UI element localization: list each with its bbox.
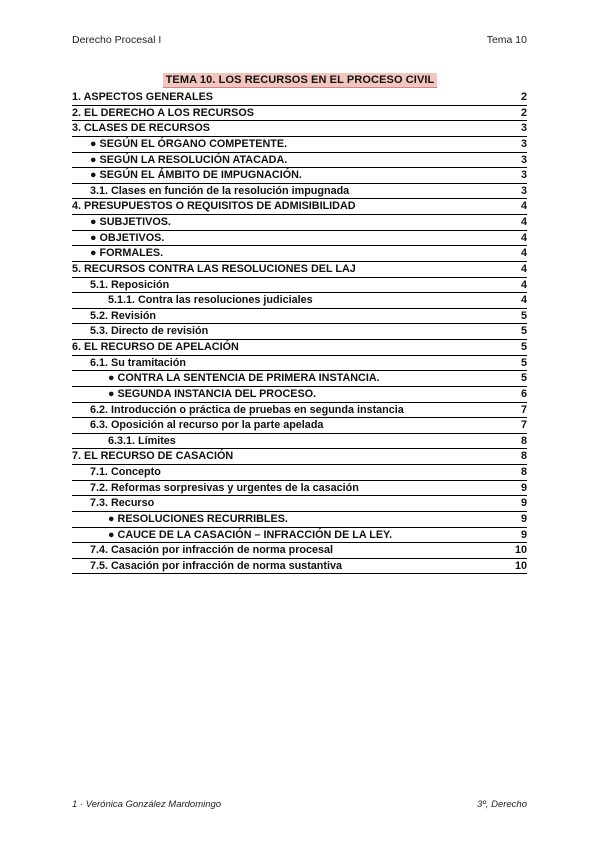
toc-entry-label bbox=[108, 387, 316, 403]
table-of-contents bbox=[72, 90, 527, 574]
bullet-icon: ● bbox=[108, 512, 115, 525]
bullet-icon: ● bbox=[108, 372, 115, 385]
bullet-icon: ● bbox=[108, 528, 115, 541]
toc-entry[interactable] bbox=[72, 246, 527, 262]
toc-entry[interactable] bbox=[72, 262, 527, 278]
toc-entry-page: 3 bbox=[520, 153, 527, 166]
toc-entry[interactable] bbox=[72, 418, 527, 434]
toc-entry-label bbox=[108, 293, 313, 309]
page-header bbox=[72, 34, 527, 50]
bullet-icon: ● bbox=[108, 387, 115, 400]
footer-course: 3º, Derecho bbox=[477, 799, 527, 810]
toc-entry[interactable] bbox=[72, 403, 527, 419]
toc-entry[interactable] bbox=[72, 121, 527, 137]
toc-entry-text: 5.2. Revisión bbox=[90, 309, 157, 322]
toc-entry-label bbox=[90, 465, 161, 481]
toc-entry-page: 7 bbox=[520, 403, 527, 416]
toc-entry-text: 6.3.1. Límites bbox=[108, 434, 176, 447]
toc-entry-label bbox=[90, 231, 164, 247]
toc-entry-label bbox=[90, 559, 342, 575]
toc-entry-text: FORMALES. bbox=[99, 247, 164, 260]
bullet-icon: ● bbox=[90, 247, 97, 260]
toc-entry-page: 4 bbox=[520, 231, 527, 244]
toc-entry[interactable] bbox=[72, 215, 527, 231]
toc-entry-text: CAUCE DE LA CASACIÓN – INFRACCIÓN DE LA LEY. bbox=[117, 528, 393, 541]
toc-entry-text: 1. ASPECTOS GENERALES bbox=[72, 91, 213, 103]
toc-entry[interactable] bbox=[72, 387, 527, 403]
bullet-icon: ● bbox=[90, 137, 97, 150]
toc-entry-page: 5 bbox=[520, 309, 527, 322]
page-footer bbox=[72, 799, 527, 815]
toc-entry-page: 4 bbox=[520, 278, 527, 291]
toc-entry-text: 5. RECURSOS CONTRA LAS RESOLUCIONES DEL LAJ bbox=[72, 262, 356, 275]
toc-entry-page: 5 bbox=[520, 325, 527, 338]
toc-entry[interactable] bbox=[72, 434, 527, 450]
toc-entry-page: 2 bbox=[520, 106, 527, 119]
toc-entry-text: 7. EL RECURSO DE CASACIÓN bbox=[72, 450, 234, 463]
toc-entry-page: 5 bbox=[520, 341, 527, 353]
toc-entry-label bbox=[90, 153, 287, 169]
toc-entry[interactable] bbox=[72, 153, 527, 169]
toc-entry[interactable] bbox=[72, 465, 527, 481]
toc-entry[interactable] bbox=[72, 340, 527, 356]
toc-entry[interactable] bbox=[72, 528, 527, 544]
header-subject: Derecho Procesal I bbox=[72, 34, 162, 46]
toc-entry[interactable] bbox=[72, 168, 527, 184]
toc-entry-label bbox=[72, 199, 356, 215]
toc-entry[interactable] bbox=[72, 184, 527, 200]
toc-entry-page: 8 bbox=[520, 434, 527, 447]
toc-entry[interactable] bbox=[72, 293, 527, 309]
toc-entry-text: 5.1. Reposición bbox=[90, 278, 170, 291]
document-title: TEMA 10. LOS RECURSOS EN EL PROCESO CIVIL bbox=[163, 73, 438, 88]
toc-entry-label bbox=[90, 403, 404, 419]
toc-entry-page: 10 bbox=[514, 544, 527, 557]
toc-entry-text: 5.1.1. Contra las resoluciones judiciales bbox=[108, 294, 313, 307]
bullet-icon: ● bbox=[90, 169, 97, 182]
toc-entry-label bbox=[108, 371, 380, 387]
toc-entry[interactable] bbox=[72, 106, 527, 122]
toc-entry-page: 5 bbox=[520, 356, 527, 369]
toc-entry-text: 7.1. Concepto bbox=[90, 466, 161, 478]
toc-entry-label bbox=[90, 215, 171, 231]
toc-entry[interactable] bbox=[72, 543, 527, 559]
toc-entry-label bbox=[108, 512, 288, 528]
toc-entry-page: 8 bbox=[520, 450, 527, 463]
toc-entry-page: 4 bbox=[520, 216, 527, 228]
toc-entry-label bbox=[72, 340, 239, 356]
toc-entry[interactable] bbox=[72, 278, 527, 294]
header-topic: Tema 10 bbox=[486, 34, 527, 46]
toc-entry-text: SEGÚN EL ÓRGANO COMPETENTE. bbox=[99, 137, 288, 150]
toc-entry-text: 4. PRESUPUESTOS O REQUISITOS DE ADMISIBILIDAD bbox=[72, 200, 356, 213]
toc-entry-page: 3 bbox=[520, 169, 527, 182]
toc-entry-label bbox=[90, 496, 154, 512]
toc-entry-page: 9 bbox=[520, 512, 527, 525]
toc-entry-text: RESOLUCIONES RECURRIBLES. bbox=[117, 512, 288, 525]
toc-entry-text: SEGUNDA INSTANCIA DEL PROCESO. bbox=[117, 387, 317, 400]
toc-entry[interactable] bbox=[72, 309, 527, 325]
toc-entry-text: 7.3. Recurso bbox=[90, 497, 155, 510]
toc-entry-text: 7.5. Casación por infracción de norma sustantiva bbox=[90, 559, 343, 572]
toc-entry-label bbox=[90, 418, 323, 434]
toc-entry-page: 9 bbox=[520, 528, 527, 541]
toc-entry[interactable] bbox=[72, 90, 527, 106]
toc-entry[interactable] bbox=[72, 371, 527, 387]
toc-entry-label bbox=[90, 137, 287, 153]
toc-entry-label bbox=[90, 481, 359, 497]
toc-entry-text: 3. CLASES DE RECURSOS bbox=[72, 122, 210, 135]
toc-entry-page: 8 bbox=[520, 466, 527, 478]
toc-entry-text: 6.3. Oposición al recurso por la parte apelada bbox=[90, 419, 324, 432]
toc-entry-label bbox=[72, 449, 233, 465]
toc-entry[interactable] bbox=[72, 496, 527, 512]
toc-entry-text: SEGÚN EL ÁMBITO DE IMPUGNACIÓN. bbox=[99, 169, 302, 182]
toc-entry[interactable] bbox=[72, 324, 527, 340]
toc-entry-label bbox=[90, 543, 333, 559]
toc-entry-label bbox=[72, 121, 210, 137]
toc-entry[interactable] bbox=[72, 481, 527, 497]
toc-entry-text: SEGÚN LA RESOLUCIÓN ATACADA. bbox=[99, 153, 288, 166]
bullet-icon: ● bbox=[90, 231, 97, 244]
toc-entry-label bbox=[90, 309, 156, 325]
toc-entry-label bbox=[90, 184, 349, 200]
toc-entry-text: 6. EL RECURSO DE APELACIÓN bbox=[72, 341, 239, 353]
toc-entry-page: 4 bbox=[520, 200, 527, 213]
toc-entry-text: 7.4. Casación por infracción de norma procesal bbox=[90, 544, 334, 557]
toc-entry[interactable] bbox=[72, 137, 527, 153]
toc-entry-page: 3 bbox=[520, 122, 527, 135]
title-wrap bbox=[0, 70, 600, 88]
toc-entry-text: SUBJETIVOS. bbox=[99, 216, 171, 228]
toc-entry-label bbox=[90, 356, 186, 372]
toc-entry-label bbox=[72, 90, 213, 106]
toc-entry-text: 5.3. Directo de revisión bbox=[90, 325, 209, 338]
toc-entry-text: 6.2. Introducción o práctica de pruebas en segunda instancia bbox=[90, 403, 404, 416]
toc-entry[interactable] bbox=[72, 449, 527, 465]
toc-entry-label bbox=[90, 324, 208, 340]
toc-entry[interactable] bbox=[72, 199, 527, 215]
toc-entry-page: 4 bbox=[520, 294, 527, 307]
toc-entry-page: 4 bbox=[520, 247, 527, 260]
toc-entry-page: 10 bbox=[514, 559, 527, 572]
toc-entry-text: CONTRA LA SENTENCIA DE PRIMERA INSTANCIA. bbox=[117, 372, 380, 385]
bullet-icon: ● bbox=[90, 153, 97, 166]
toc-entry-page: 3 bbox=[520, 137, 527, 150]
footer-author: 1 · Verónica González Mardomingo bbox=[72, 799, 222, 810]
toc-entry-label bbox=[108, 434, 176, 450]
toc-entry-text: 2. EL DERECHO A LOS RECURSOS bbox=[72, 106, 254, 119]
toc-entry-text: 6.1. Su tramitación bbox=[90, 356, 187, 369]
toc-entry-text: OBJETIVOS. bbox=[99, 231, 165, 244]
toc-entry-label bbox=[72, 106, 254, 122]
toc-entry-page: 6 bbox=[520, 387, 527, 400]
toc-entry[interactable] bbox=[72, 231, 527, 247]
toc-entry-text: 3.1. Clases en función de la resolución impugnada bbox=[90, 184, 350, 197]
toc-entry-page: 9 bbox=[520, 481, 527, 494]
toc-entry[interactable] bbox=[72, 512, 527, 528]
toc-entry[interactable] bbox=[72, 356, 527, 372]
toc-entry-label bbox=[108, 528, 392, 544]
toc-entry-page: 3 bbox=[520, 184, 527, 197]
bullet-icon: ● bbox=[90, 216, 97, 228]
toc-entry-page: 9 bbox=[520, 497, 527, 510]
toc-entry-page: 2 bbox=[520, 91, 527, 103]
toc-entry-page: 4 bbox=[520, 262, 527, 275]
toc-entry-label bbox=[90, 246, 163, 262]
toc-entry-label bbox=[72, 262, 356, 278]
toc-entry-page: 7 bbox=[520, 419, 527, 432]
toc-entry-page: 5 bbox=[520, 372, 527, 385]
toc-entry[interactable] bbox=[72, 559, 527, 575]
toc-entry-label bbox=[90, 278, 169, 294]
toc-entry-text: 7.2. Reformas sorpresivas y urgentes de la casación bbox=[90, 481, 359, 494]
toc-entry-label bbox=[90, 168, 302, 184]
